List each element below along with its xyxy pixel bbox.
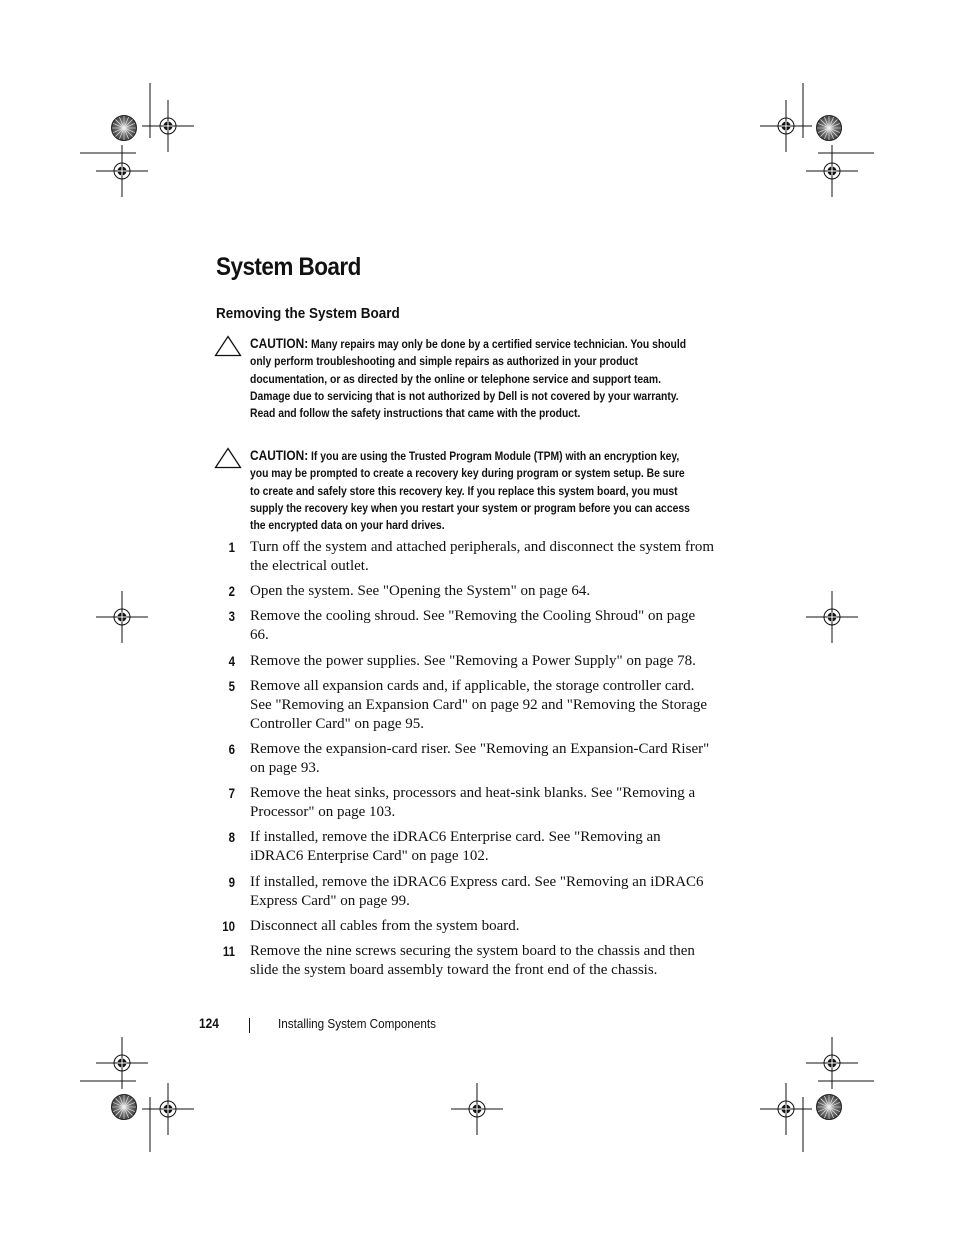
step-text: Remove the power supplies. See "Removing a Power Supply" on page 78. [250,652,696,669]
caution-label: CAUTION: [250,447,309,463]
step-text: Remove the cooling shroud. See "Removing the Cooling Shroud" on page 66. [250,608,696,644]
step-text: Remove the nine screws securing the system board to the chassis and then slide the system board assembly toward the front end of the chassis. [250,942,695,978]
step-text: Open the system. See "Opening the System" on page 64. [250,583,591,600]
footer-section-title: Installing System Components [278,1016,437,1031]
caution-triangle-icon [214,335,242,357]
list-item [216,607,716,645]
list-item [216,828,716,866]
caution-triangle-icon [214,447,242,469]
step-number: 1 [228,540,235,555]
step-number: 8 [228,830,235,846]
list-item [216,538,716,576]
caution-label: CAUTION: [250,335,309,351]
step-number: 4 [228,653,235,669]
step-number: 11 [222,943,235,959]
step-text: Remove the heat sinks, processors and heat-sink blanks. See "Removing a Processor" on page 103. [250,785,696,821]
list-item [216,652,716,671]
list-item [216,677,716,734]
page-title: System Board [216,253,361,281]
caution-text: If you are using the Trusted Program Module (TPM) with an encryption key, you may be prompted to create a recovery key during program or system setup. Be sure to create and safely store this recovery key. If you replace this system board, you must supply the recovery key when you restart your system or program before you can access the encrypted data on your hard drives. [250,449,690,533]
list-item [216,740,716,778]
list-item [216,784,716,822]
step-text: If installed, remove the iDRAC6 Enterprise card. See "Removing an iDRAC6 Enterprise Card" on page 102. [250,829,661,865]
step-text: Remove the expansion-card riser. See "Removing an Expansion-Card Riser" on page 93. [250,740,710,776]
step-number: 2 [228,584,235,600]
step-number: 10 [222,918,235,934]
step-text: Turn off the system and attached peripherals, and disconnect the system from the electrical outlet. [250,539,715,574]
list-item [216,582,716,601]
step-number: 9 [228,874,235,890]
footer-divider [249,1018,250,1033]
page-number: 124 [199,1015,219,1031]
list-item [216,942,716,980]
step-text: Disconnect all cables from the system board. [250,917,520,934]
list-item [216,873,716,911]
caution-text: Many repairs may only be done by a certified service technician. You should only perform troubleshooting and simple repairs as authorized in your product documentation, or as directed by the online or telephone service and support team. Damage due to servicing that is not authorized by Dell is not covered by your warranty. Read and follow the safety instructions that came with the product. [250,337,687,421]
step-text: Remove all expansion cards and, if applicable, the storage controller card. See "Removing an Expansion Card" on page 92 and "Removing the Storage Controller Card" on page 95. [250,677,708,732]
step-text: If installed, remove the iDRAC6 Express card. See "Removing an iDRAC6 Express Card" on page 99. [250,873,704,909]
step-number: 3 [228,609,235,625]
step-number: 7 [228,786,235,802]
list-item [216,917,716,936]
procedure-steps [216,538,716,986]
section-heading: Removing the System Board [216,305,400,322]
step-number: 5 [228,678,235,694]
step-number: 6 [228,741,235,757]
